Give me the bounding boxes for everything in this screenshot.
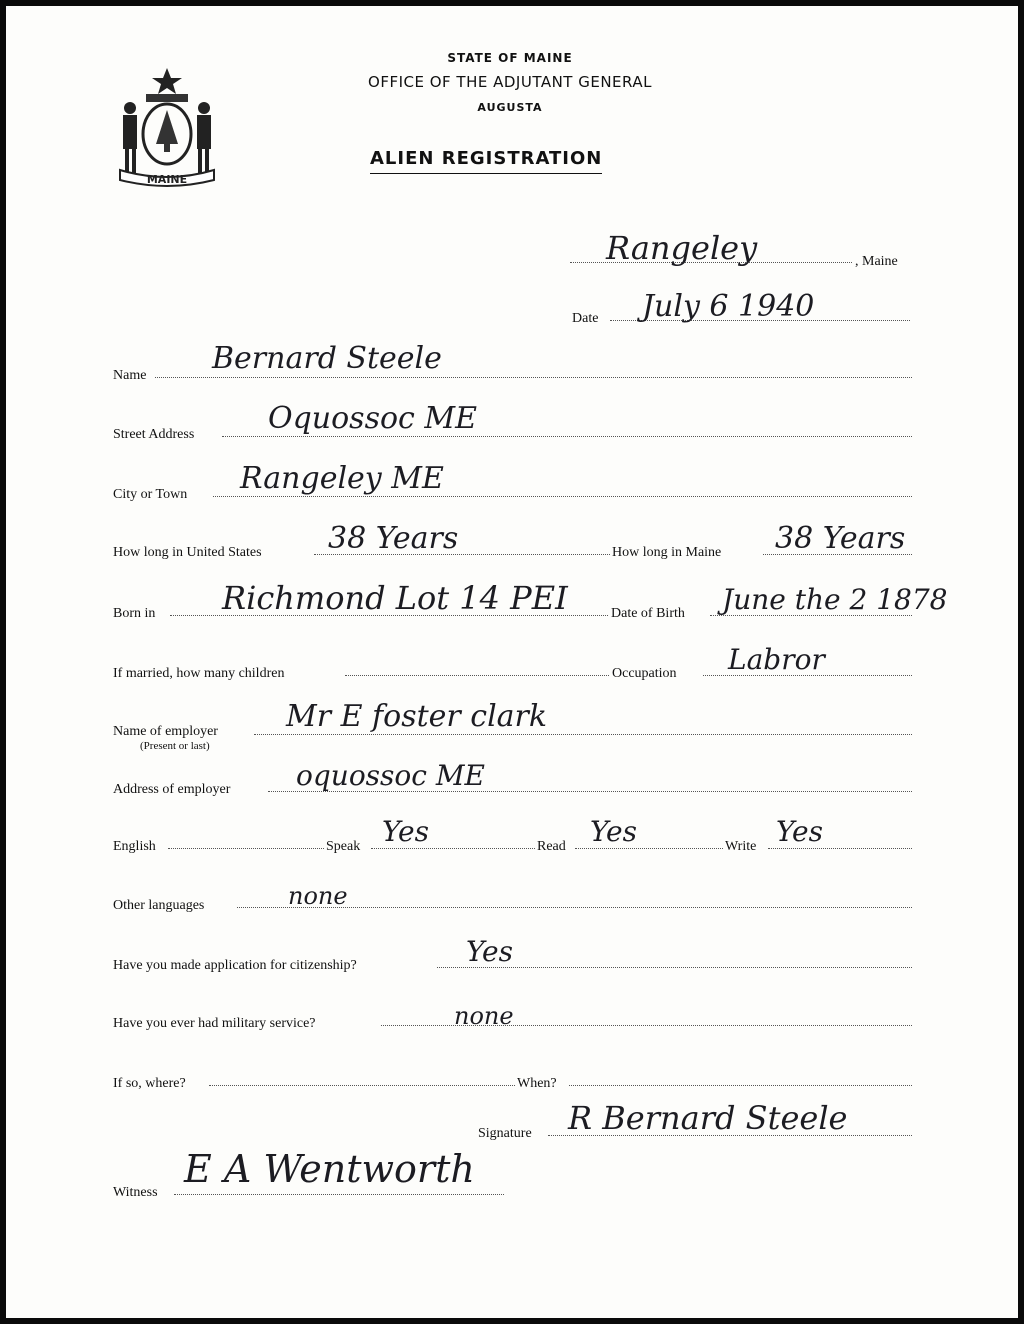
how-long-us-label: How long in United States — [113, 545, 262, 560]
witness-line — [174, 1194, 504, 1195]
born-in-value: Richmond Lot 14 PEI — [222, 579, 568, 617]
where-line — [209, 1085, 515, 1086]
married-line — [345, 675, 609, 676]
street-line — [222, 436, 912, 437]
employer-value: Mr E foster clark — [286, 699, 548, 734]
dob-label: Date of Birth — [611, 606, 685, 621]
street-label: Street Address — [113, 427, 195, 442]
maine-label: , Maine — [855, 254, 898, 269]
write-line — [768, 848, 912, 849]
dob-value: June the 2 1878 — [722, 583, 948, 616]
write-label: Write — [725, 839, 757, 854]
military-label: Have you ever had military service? — [113, 1016, 316, 1031]
seal-label: MAINE — [146, 173, 188, 186]
how-long-maine-label: How long in Maine — [612, 545, 722, 560]
citizenship-value: Yes — [466, 935, 513, 968]
occupation-value: Labror — [728, 643, 825, 676]
read-label: Read — [537, 839, 566, 854]
when-label: When? — [517, 1076, 557, 1091]
name-value: Bernard Steele — [212, 341, 442, 376]
header-city: AUGUSTA — [477, 101, 543, 114]
form-title: ALIEN REGISTRATION — [370, 148, 602, 174]
town-value: Rangeley — [606, 229, 758, 267]
city-value: Rangeley ME — [240, 461, 444, 496]
when-line — [569, 1085, 912, 1086]
employer-label: Name of employer — [113, 724, 218, 739]
read-value: Yes — [590, 815, 637, 848]
english-label: English — [113, 839, 156, 854]
speak-value: Yes — [382, 815, 429, 848]
employer-address-value: oquossoc ME — [296, 759, 485, 792]
signature-value: R Bernard Steele — [568, 1099, 848, 1137]
speak-label: Speak — [326, 839, 361, 854]
other-languages-label: Other languages — [113, 898, 205, 913]
date-value: July 6 1940 — [642, 289, 815, 324]
date-label: Date — [572, 311, 599, 326]
read-line — [575, 848, 723, 849]
name-label: Name — [113, 368, 147, 383]
employer-address-label: Address of employer — [113, 782, 231, 797]
how-long-maine-value: 38 Years — [775, 521, 906, 556]
state-seal-icon — [112, 62, 222, 190]
city-line — [213, 496, 912, 497]
employer-line — [254, 734, 912, 735]
married-label: If married, how many children — [113, 666, 285, 681]
other-languages-value: none — [288, 882, 348, 910]
military-value: none — [454, 1002, 514, 1030]
witness-value: E A Wentworth — [184, 1147, 475, 1191]
english-line — [168, 848, 324, 849]
name-line — [155, 377, 912, 378]
street-value: Oquossoc ME — [268, 401, 477, 436]
form-sheet — [6, 6, 1018, 1318]
city-label: City or Town — [113, 487, 188, 502]
header-state: STATE OF MAINE — [447, 51, 573, 65]
how-long-us-value: 38 Years — [328, 521, 459, 556]
write-value: Yes — [776, 815, 823, 848]
witness-label: Witness — [113, 1185, 158, 1200]
employer-note: (Present or last) — [140, 740, 210, 752]
occupation-label: Occupation — [612, 666, 677, 681]
header-office: OFFICE OF THE ADJUTANT GENERAL — [368, 73, 652, 91]
born-in-label: Born in — [113, 606, 156, 621]
where-label: If so, where? — [113, 1076, 186, 1091]
citizenship-label: Have you made application for citizenship? — [113, 958, 357, 973]
signature-label: Signature — [478, 1126, 532, 1141]
speak-line — [371, 848, 535, 849]
